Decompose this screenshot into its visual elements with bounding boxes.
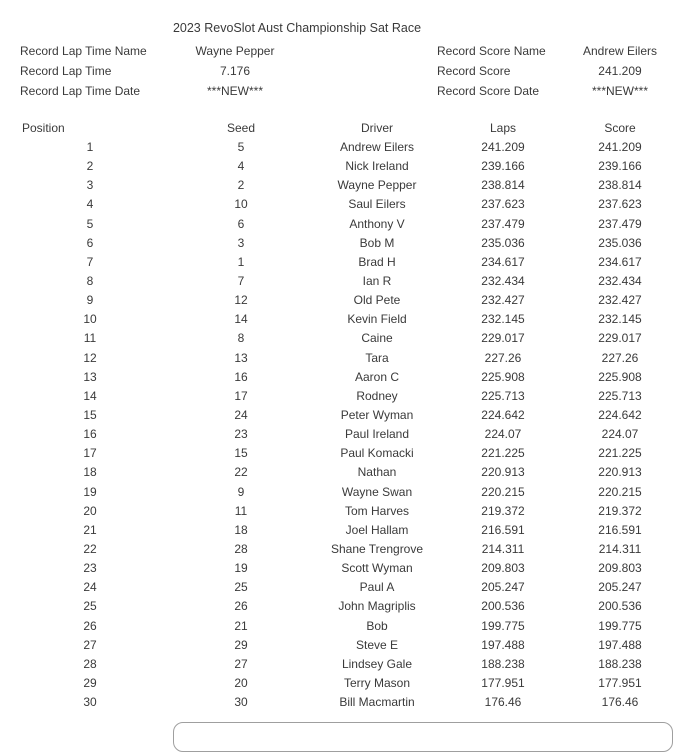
cell-seed: 18 xyxy=(234,522,248,537)
record-lap-name-value: Wayne Pepper xyxy=(195,44,275,58)
cell-seed: 5 xyxy=(237,140,245,154)
cell-position: 7 xyxy=(86,254,94,269)
record-score-value: 241.209 xyxy=(598,64,642,78)
table-row xyxy=(20,272,666,291)
cell-seed: 6 xyxy=(237,216,245,231)
table-row xyxy=(20,559,666,578)
record-lap-time-value: 7.176 xyxy=(219,64,251,78)
cell-seed: 16 xyxy=(234,369,248,384)
column-header-laps: Laps xyxy=(489,121,517,135)
cell-driver: Saul Eilers xyxy=(348,197,406,212)
cell-laps: 234.617 xyxy=(481,254,525,269)
cell-position: 6 xyxy=(86,235,94,250)
table-row xyxy=(20,483,666,502)
cell-position: 22 xyxy=(83,541,97,556)
cell-seed: 8 xyxy=(237,331,245,346)
table-row xyxy=(20,655,666,674)
cell-laps: 239.166 xyxy=(481,159,525,174)
cell-position: 4 xyxy=(86,197,94,212)
cell-laps: 232.427 xyxy=(481,293,525,308)
column-header-score: Score xyxy=(604,121,636,135)
table-row xyxy=(20,617,666,636)
cell-position: 16 xyxy=(83,427,97,442)
cell-driver: Ian R xyxy=(362,273,392,288)
cell-driver: Kevin Field xyxy=(347,312,407,327)
cell-laps: 188.238 xyxy=(481,656,525,671)
cell-score: 237.623 xyxy=(598,197,642,212)
cell-driver: Tom Harves xyxy=(344,503,409,518)
table-row xyxy=(20,502,666,521)
column-header-driver: Driver xyxy=(361,121,393,135)
cell-position: 25 xyxy=(83,599,97,614)
cell-laps: 229.017 xyxy=(481,331,525,346)
cell-score: 234.617 xyxy=(598,254,642,269)
cell-seed: 25 xyxy=(234,580,248,595)
record-score-date-value: ***NEW*** xyxy=(591,84,648,98)
cell-seed: 19 xyxy=(234,561,248,576)
record-lap-time-label: Record Lap Time xyxy=(20,64,112,78)
cell-position: 15 xyxy=(83,407,97,422)
cell-driver: Wayne Swan xyxy=(341,484,413,499)
cell-driver: Andrew Eilers xyxy=(339,140,415,154)
results-rows xyxy=(20,138,666,712)
cell-laps: 227.26 xyxy=(484,350,522,365)
cell-score: 229.017 xyxy=(598,331,642,346)
cell-driver: Wayne Pepper xyxy=(337,178,417,193)
cell-score: 220.215 xyxy=(598,484,642,499)
cell-seed: 14 xyxy=(234,312,248,327)
cell-position: 26 xyxy=(83,618,97,633)
cell-position: 23 xyxy=(83,561,97,576)
cell-position: 13 xyxy=(83,369,97,384)
table-row xyxy=(20,253,666,272)
table-row xyxy=(20,195,666,214)
cell-seed: 26 xyxy=(234,599,248,614)
cell-score: 216.591 xyxy=(598,522,642,537)
cell-position: 30 xyxy=(83,695,97,710)
records-gap xyxy=(310,41,437,61)
cell-seed: 29 xyxy=(234,637,248,652)
table-row xyxy=(20,406,666,425)
table-row xyxy=(20,291,666,310)
cell-driver: Nathan xyxy=(357,465,397,480)
table-row xyxy=(20,578,666,597)
cell-position: 10 xyxy=(83,312,97,327)
record-score-name-value: Andrew Eilers xyxy=(582,44,658,58)
cell-position: 29 xyxy=(83,675,97,690)
cell-driver: John Magriplis xyxy=(338,599,416,614)
record-score-date-label: Record Score Date xyxy=(437,84,540,98)
records-gap xyxy=(310,81,437,101)
record-score-label: Record Score xyxy=(437,64,511,78)
cell-score: 237.479 xyxy=(598,216,642,231)
cell-laps: 205.247 xyxy=(481,580,525,595)
cell-driver: Joel Hallam xyxy=(345,522,409,537)
cell-score: 241.209 xyxy=(598,140,642,154)
cell-seed: 17 xyxy=(234,388,248,403)
cell-score: 205.247 xyxy=(598,580,642,595)
cell-seed: 9 xyxy=(237,484,245,499)
cell-laps: 241.209 xyxy=(481,140,525,154)
column-header-seed: Seed xyxy=(226,121,256,135)
cell-score: 199.775 xyxy=(598,618,642,633)
cell-score: 225.908 xyxy=(598,369,642,384)
cell-position: 2 xyxy=(86,159,94,174)
cell-score: 235.036 xyxy=(598,235,642,250)
cell-score: 225.713 xyxy=(598,388,642,403)
cell-driver: Shane Trengrove xyxy=(330,541,424,556)
cell-driver: Terry Mason xyxy=(343,675,411,690)
cell-seed: 12 xyxy=(234,293,248,308)
cell-position: 12 xyxy=(83,350,97,365)
cell-laps: 225.713 xyxy=(481,388,525,403)
table-row xyxy=(20,693,666,712)
cell-laps: 237.623 xyxy=(481,197,525,212)
cell-score: 197.488 xyxy=(598,637,642,652)
cell-driver: Caine xyxy=(361,331,393,346)
cell-score: 238.814 xyxy=(598,178,642,193)
cell-seed: 13 xyxy=(234,350,248,365)
cell-seed: 7 xyxy=(237,273,245,288)
cell-driver: Bob xyxy=(366,618,388,633)
cell-driver: Bill Macmartin xyxy=(339,695,415,710)
cell-score: 214.311 xyxy=(598,541,642,556)
cell-driver: Tara xyxy=(365,350,389,365)
column-header-position: Position xyxy=(22,121,65,135)
cell-position: 17 xyxy=(83,446,97,461)
cell-driver: Nick Ireland xyxy=(345,159,409,174)
cell-laps: 220.215 xyxy=(481,484,525,499)
cell-seed: 24 xyxy=(234,407,248,422)
cell-laps: 214.311 xyxy=(481,541,525,556)
cell-laps: 237.479 xyxy=(481,216,525,231)
cell-seed: 2 xyxy=(237,178,245,193)
cell-laps: 232.145 xyxy=(481,312,525,327)
page-title: 2023 RevoSlot Aust Championship Sat Race xyxy=(172,21,422,35)
cell-seed: 1 xyxy=(237,254,245,269)
cell-position: 8 xyxy=(86,273,94,288)
cell-laps: 200.536 xyxy=(481,599,525,614)
cell-position: 1 xyxy=(86,140,94,154)
table-row xyxy=(20,463,666,482)
cell-driver: Paul Komacki xyxy=(340,446,414,461)
table-row xyxy=(20,521,666,540)
table-row xyxy=(20,234,666,253)
table-row xyxy=(20,138,666,157)
cell-laps: 176.46 xyxy=(484,695,522,710)
cell-laps: 225.908 xyxy=(481,369,525,384)
table-row xyxy=(20,597,666,616)
cell-laps: 209.803 xyxy=(481,561,525,576)
cell-laps: 221.225 xyxy=(481,446,525,461)
table-row xyxy=(20,368,666,387)
cell-score: 188.238 xyxy=(598,656,642,671)
cell-score: 177.951 xyxy=(598,675,642,690)
table-row xyxy=(20,425,666,444)
table-row xyxy=(20,215,666,234)
cell-driver: Brad H xyxy=(358,254,396,269)
cell-position: 28 xyxy=(83,656,97,671)
cell-driver: Steve E xyxy=(355,637,399,652)
table-row xyxy=(20,444,666,463)
table-row xyxy=(20,310,666,329)
cell-position: 18 xyxy=(83,465,97,480)
cell-seed: 15 xyxy=(234,446,248,461)
cell-score: 200.536 xyxy=(598,599,642,614)
cell-score: 232.145 xyxy=(598,312,642,327)
next-section-panel xyxy=(173,722,673,752)
record-lap-name-label: Record Lap Time Name xyxy=(20,44,147,58)
table-row xyxy=(20,349,666,368)
cell-score: 209.803 xyxy=(598,561,642,576)
cell-driver: Paul Ireland xyxy=(344,427,410,442)
cell-laps: 224.07 xyxy=(484,427,522,442)
cell-laps: 177.951 xyxy=(481,675,525,690)
cell-score: 232.427 xyxy=(598,293,642,308)
records-block xyxy=(20,41,666,101)
table-row xyxy=(20,540,666,559)
cell-position: 5 xyxy=(86,216,94,231)
table-row xyxy=(20,387,666,406)
cell-position: 19 xyxy=(83,484,97,499)
cell-position: 11 xyxy=(83,331,97,346)
cell-driver: Scott Wyman xyxy=(341,561,413,576)
cell-laps: 232.434 xyxy=(481,273,525,288)
cell-driver: Peter Wyman xyxy=(340,407,414,422)
table-header-row xyxy=(20,119,666,138)
cell-laps: 219.372 xyxy=(481,503,525,518)
record-lap-date-label: Record Lap Time Date xyxy=(20,84,141,98)
records-gap xyxy=(310,61,437,81)
cell-driver: Aaron C xyxy=(354,369,400,384)
cell-position: 21 xyxy=(83,522,97,537)
cell-laps: 224.642 xyxy=(481,407,525,422)
cell-position: 20 xyxy=(83,503,97,518)
cell-position: 3 xyxy=(86,178,94,193)
cell-seed: 28 xyxy=(234,541,248,556)
cell-score: 232.434 xyxy=(598,273,642,288)
cell-position: 24 xyxy=(83,580,97,595)
cell-seed: 20 xyxy=(234,675,248,690)
cell-score: 176.46 xyxy=(601,695,639,710)
cell-seed: 30 xyxy=(234,695,248,710)
cell-seed: 3 xyxy=(237,235,245,250)
record-lap-date-value: ***NEW*** xyxy=(206,84,263,98)
cell-laps: 220.913 xyxy=(481,465,525,480)
table-row xyxy=(20,176,666,195)
cell-driver: Rodney xyxy=(356,388,398,403)
cell-laps: 235.036 xyxy=(481,235,525,250)
cell-driver: Old Pete xyxy=(353,293,401,308)
cell-driver: Bob M xyxy=(359,235,395,250)
cell-position: 14 xyxy=(83,388,97,403)
cell-seed: 10 xyxy=(234,197,248,212)
cell-position: 27 xyxy=(83,637,97,652)
cell-seed: 4 xyxy=(237,159,245,174)
cell-score: 224.642 xyxy=(598,407,642,422)
cell-score: 219.372 xyxy=(598,503,642,518)
cell-score: 221.225 xyxy=(598,446,642,461)
cell-position: 9 xyxy=(86,293,94,308)
table-row xyxy=(20,157,666,176)
table-row xyxy=(20,674,666,693)
table-row xyxy=(20,329,666,348)
cell-driver: Paul A xyxy=(359,580,395,595)
cell-score: 239.166 xyxy=(598,159,642,174)
record-score-name-label: Record Score Name xyxy=(437,44,546,58)
cell-score: 220.913 xyxy=(598,465,642,480)
table-row xyxy=(20,636,666,655)
cell-laps: 199.775 xyxy=(481,618,525,633)
cell-seed: 23 xyxy=(234,427,248,442)
cell-laps: 238.814 xyxy=(481,178,525,193)
cell-laps: 216.591 xyxy=(481,522,525,537)
cell-score: 227.26 xyxy=(601,350,639,365)
cell-seed: 27 xyxy=(234,656,248,671)
cell-seed: 22 xyxy=(234,465,248,480)
cell-seed: 21 xyxy=(234,618,248,633)
cell-seed: 11 xyxy=(234,503,248,518)
cell-score: 224.07 xyxy=(601,427,639,442)
cell-laps: 197.488 xyxy=(481,637,525,652)
cell-driver: Anthony V xyxy=(349,216,405,231)
cell-driver: Lindsey Gale xyxy=(341,656,413,671)
